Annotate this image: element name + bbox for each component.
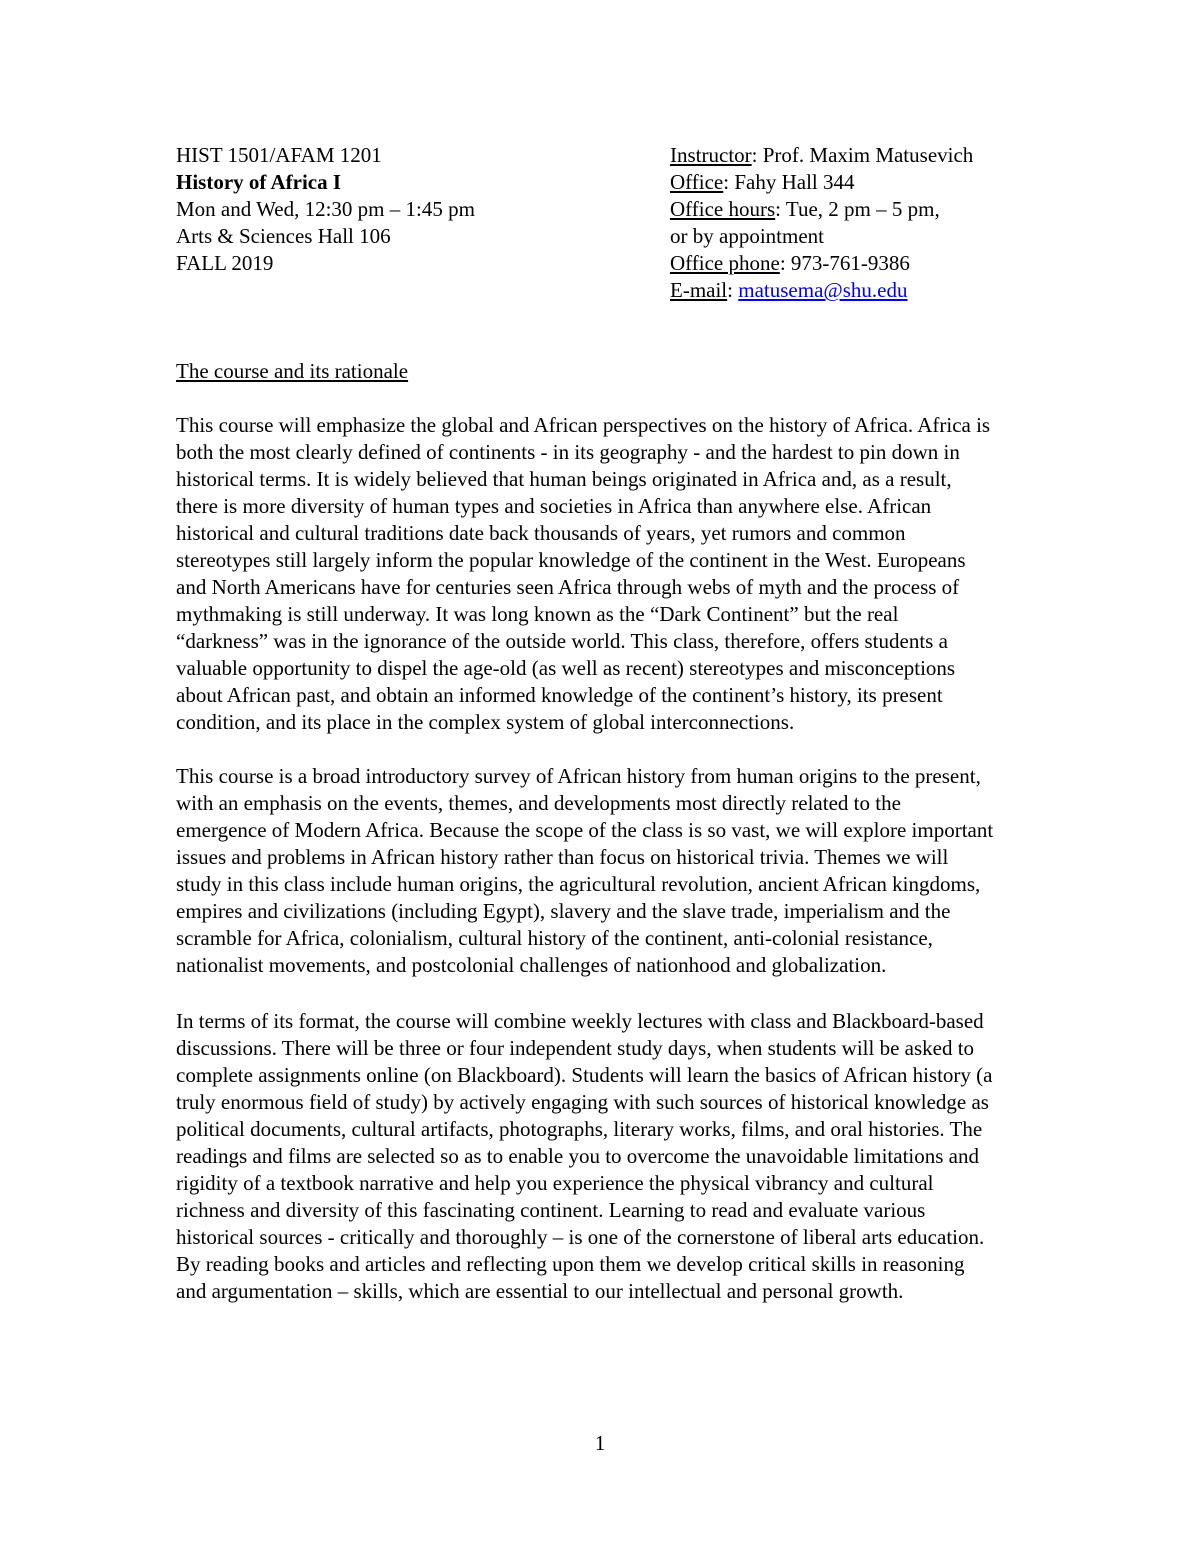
office-line: [670, 169, 1110, 196]
office-phone-label: Office phone: [670, 251, 780, 275]
instructor-info-block: [670, 142, 1110, 304]
paragraph-line: mythmaking is still underway. It was long known as the “Dark Continent” but the real: [176, 602, 899, 626]
office-label: Office: [670, 170, 724, 194]
paragraph-line: political documents, cultural artifacts, photographs, literary works, films, and oral histories. The: [176, 1117, 983, 1141]
office-phone-line: [670, 250, 1110, 277]
office-phone-value: : 973-761-9386: [779, 251, 910, 275]
paragraph: [176, 763, 1106, 979]
office-hours-line: [670, 196, 1110, 223]
course-location: Arts & Sciences Hall 106: [176, 224, 391, 248]
section-heading: The course and its rationale: [176, 359, 409, 383]
paragraph-line: This course will emphasize the global and African perspectives on the history of Africa. Africa is: [176, 413, 991, 437]
paragraph-line: In terms of its format, the course will combine weekly lectures with class and Blackboard-based: [176, 1009, 984, 1033]
email-separator: :: [727, 278, 739, 302]
paragraph-line: historical terms. It is widely believed that human beings originated in Africa and, as a result,: [176, 467, 952, 491]
paragraph-line: historical sources - critically and thoroughly – is one of the cornerstone of liberal arts education.: [176, 1225, 985, 1249]
paragraph: [176, 1008, 1106, 1305]
email-link[interactable]: matusema@shu.edu: [738, 278, 908, 302]
paragraph: [176, 412, 1106, 736]
instructor-line: [670, 142, 1110, 169]
paragraph-line: and argumentation – skills, which are essential to our intellectual and personal growth.: [176, 1279, 904, 1303]
paragraph-line: stereotypes still largely inform the popular knowledge of the continent in the West. Europeans: [176, 548, 966, 572]
instructor-label: Instructor: [670, 143, 752, 167]
paragraph-line: truly enormous field of study) by actively engaging with such sources of historical knowledge as: [176, 1090, 989, 1114]
paragraph-line: study in this class include human origins, the agricultural revolution, ancient African kingdoms,: [176, 872, 981, 896]
paragraph-line: with an emphasis on the events, themes, and developments most directly related to the: [176, 791, 901, 815]
paragraph-line: rigidity of a textbook narrative and help you experience the physical vibrancy and cultural: [176, 1171, 934, 1195]
paragraph-line: complete assignments online (on Blackboard). Students will learn the basics of African history (a: [176, 1063, 993, 1087]
paragraph-line: empires and civilizations (including Egypt), slavery and the slave trade, imperialism and the: [176, 899, 951, 923]
paragraph-line: valuable opportunity to dispel the age-old (as well as recent) stereotypes and misconceptions: [176, 656, 956, 680]
paragraph-line: there is more diversity of human types and societies in Africa than anywhere else. African: [176, 494, 932, 518]
paragraph-line: richness and diversity of this fascinating continent. Learning to read and evaluate various: [176, 1198, 926, 1222]
paragraph-line: issues and problems in African history rather than focus on historical trivia. Themes we will: [176, 845, 949, 869]
paragraph-line: By reading books and articles and reflecting upon them we develop critical skills in reasoning: [176, 1252, 965, 1276]
paragraph-line: This course is a broad introductory survey of African history from human origins to the present,: [176, 764, 981, 788]
office-hours-line-2: or by appointment: [670, 224, 824, 248]
paragraph-line: and North Americans have for centuries seen Africa through webs of myth and the process of: [176, 575, 960, 599]
course-info-block: [176, 142, 616, 277]
instructor-value: : Prof. Maxim Matusevich: [751, 143, 974, 167]
paragraph-line: about African past, and obtain an informed knowledge of the continent’s history, its present: [176, 683, 943, 707]
office-value: : Fahy Hall 344: [723, 170, 855, 194]
office-hours-value: : Tue, 2 pm – 5 pm,: [775, 197, 940, 221]
paragraph-line: scramble for Africa, colonialism, cultural history of the continent, anti-colonial resistance,: [176, 926, 933, 950]
paragraph-line: emergence of Modern Africa. Because the scope of the class is so vast, we will explore important: [176, 818, 994, 842]
paragraph-line: discussions. There will be three or four independent study days, when students will be asked to: [176, 1036, 975, 1060]
page-number: 1: [594, 1431, 606, 1455]
paragraph-line: “darkness” was in the ignorance of the outside world. This class, therefore, offers students a: [176, 629, 948, 653]
course-schedule: Mon and Wed, 12:30 pm – 1:45 pm: [176, 197, 475, 221]
paragraph-line: both the most clearly defined of continents - in its geography - and the hardest to pin down in: [176, 440, 960, 464]
paragraph-line: nationalist movements, and postcolonial challenges of nationhood and globalization.: [176, 953, 887, 977]
course-title: History of Africa I: [176, 170, 342, 194]
paragraph-line: readings and films are selected so as to enable you to overcome the unavoidable limitations and: [176, 1144, 980, 1168]
office-hours-label: Office hours: [670, 197, 776, 221]
email-label: E-mail: [670, 278, 728, 302]
paragraph-line: historical and cultural traditions date back thousands of years, yet rumors and common: [176, 521, 906, 545]
email-line: [670, 277, 1110, 304]
course-code: HIST 1501/AFAM 1201: [176, 143, 382, 167]
paragraph-line: condition, and its place in the complex system of global interconnections.: [176, 710, 795, 734]
course-term: FALL 2019: [176, 251, 274, 275]
